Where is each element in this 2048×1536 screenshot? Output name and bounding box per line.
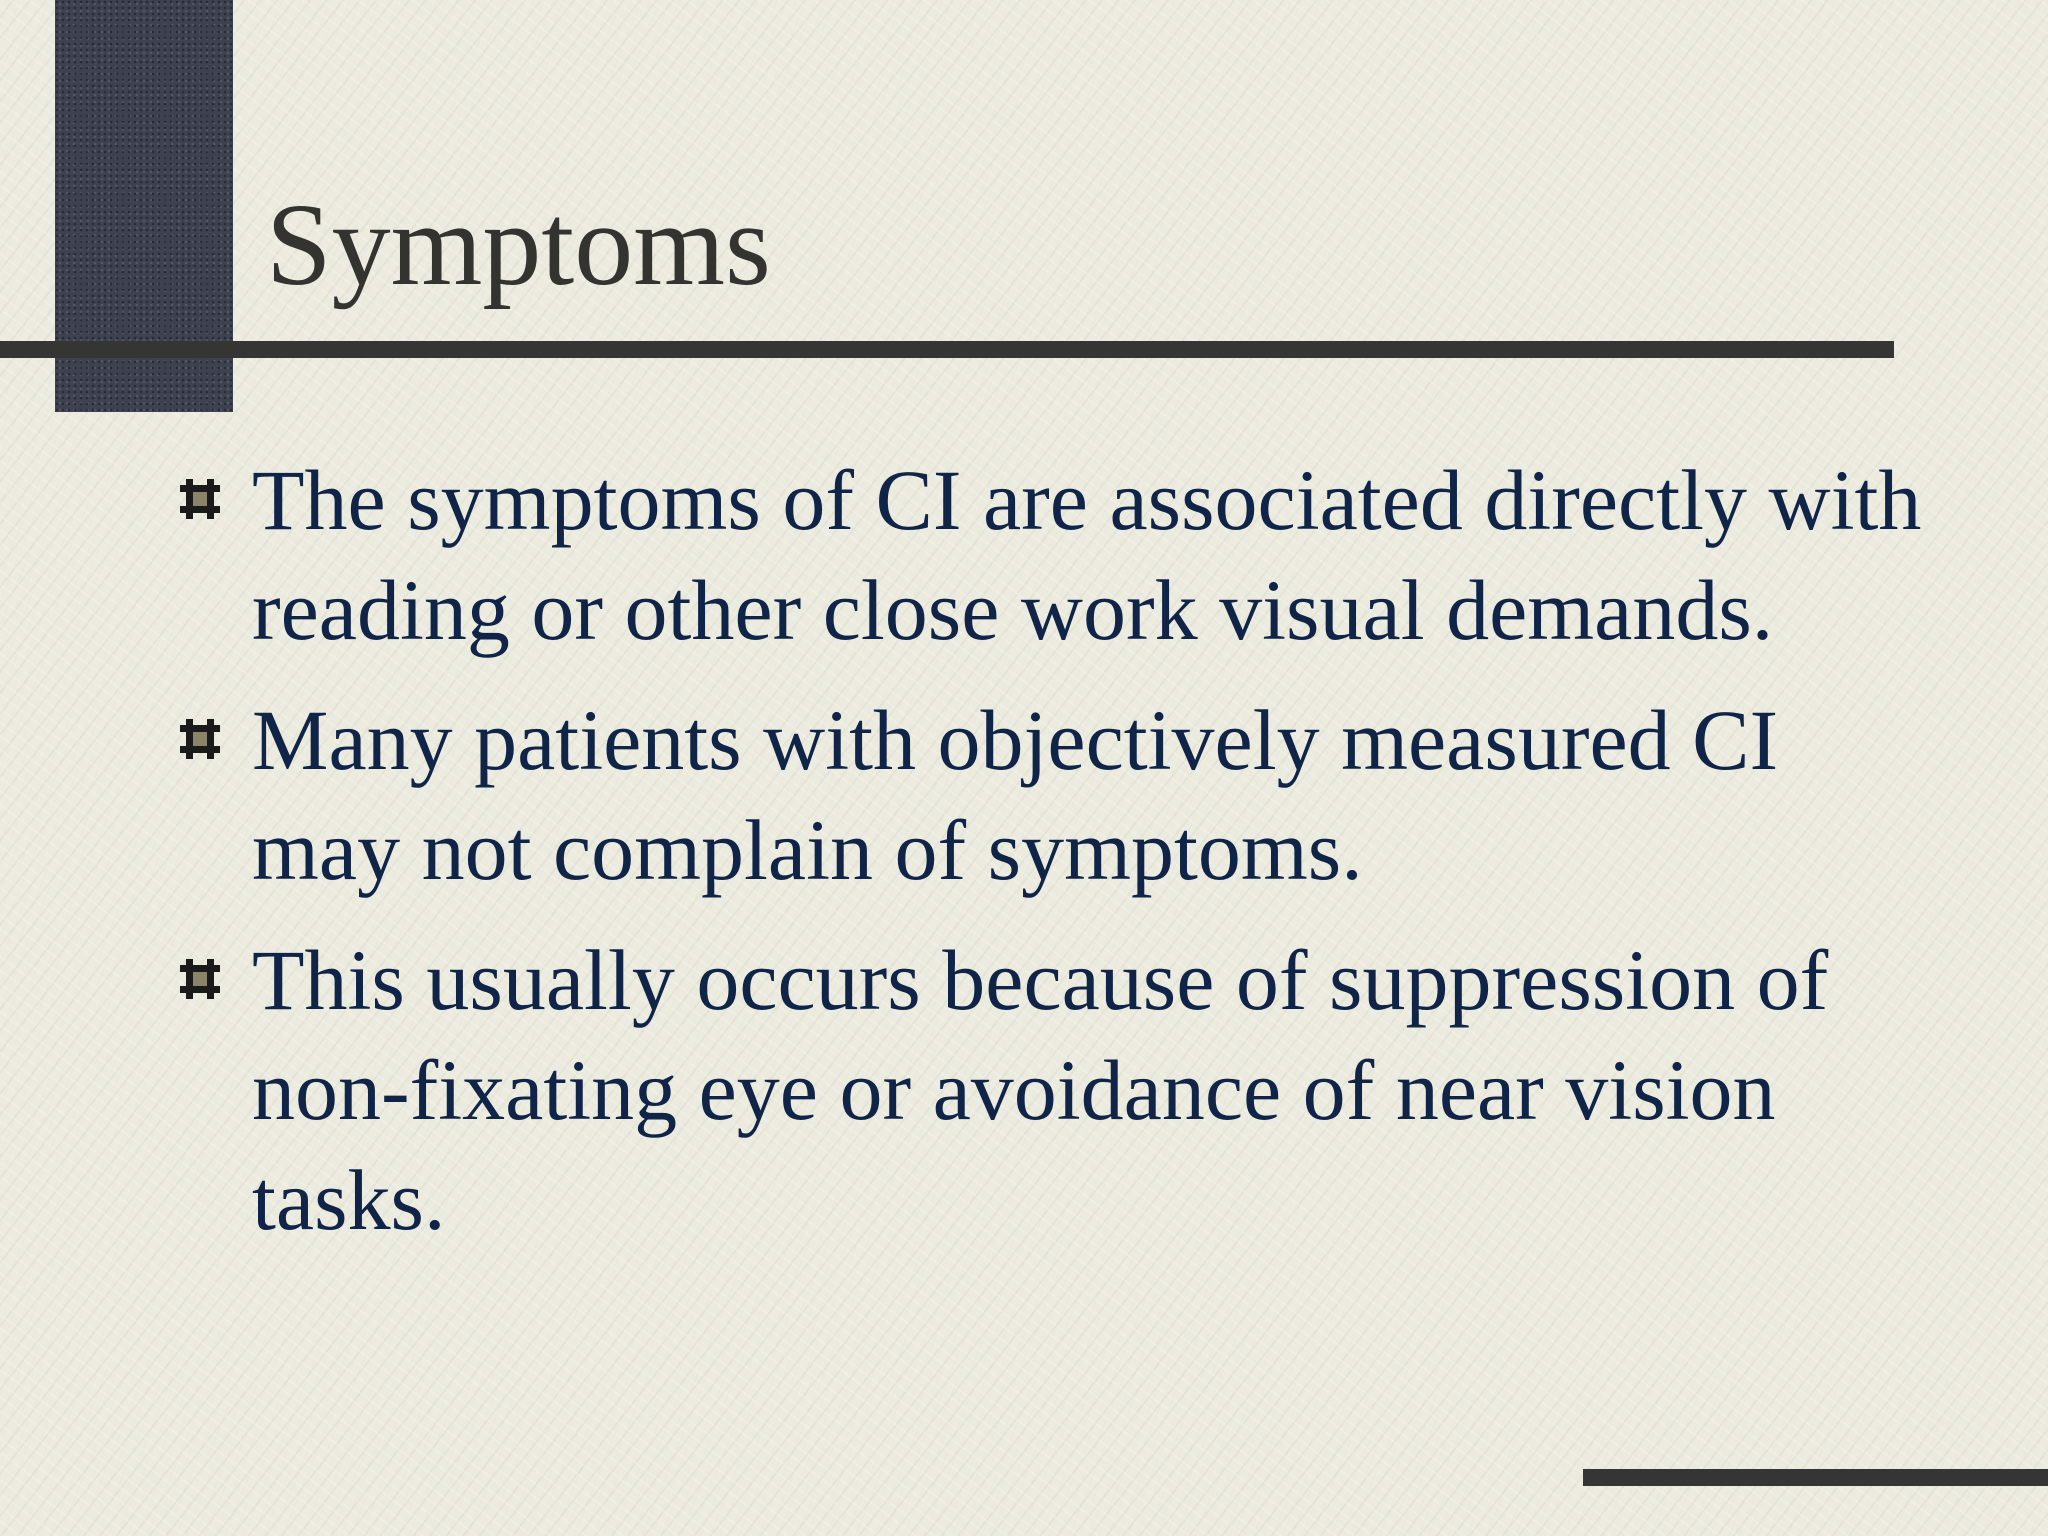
hash-grid-bullet-icon	[176, 715, 224, 763]
bullet-text: The symptoms of CI are associated directly with reading or other close work visual demands.	[252, 452, 1922, 658]
bullet-item	[170, 925, 1930, 1255]
bullet-item	[170, 685, 1930, 905]
bottom-divider-line	[1583, 1469, 2048, 1486]
bullet-text: This usually occurs because of suppression of non-fixating eye or avoidance of near vision tasks.	[252, 932, 1829, 1248]
hash-grid-bullet-icon	[176, 475, 224, 523]
slide-title: Symptoms	[266, 179, 771, 310]
bullet-list	[170, 445, 1930, 1275]
title-divider-line	[0, 341, 1894, 358]
bullet-item	[170, 445, 1930, 665]
hash-grid-bullet-icon	[176, 955, 224, 1003]
bullet-text: Many patients with objectively measured CI may not complain of symptoms.	[252, 692, 1779, 898]
